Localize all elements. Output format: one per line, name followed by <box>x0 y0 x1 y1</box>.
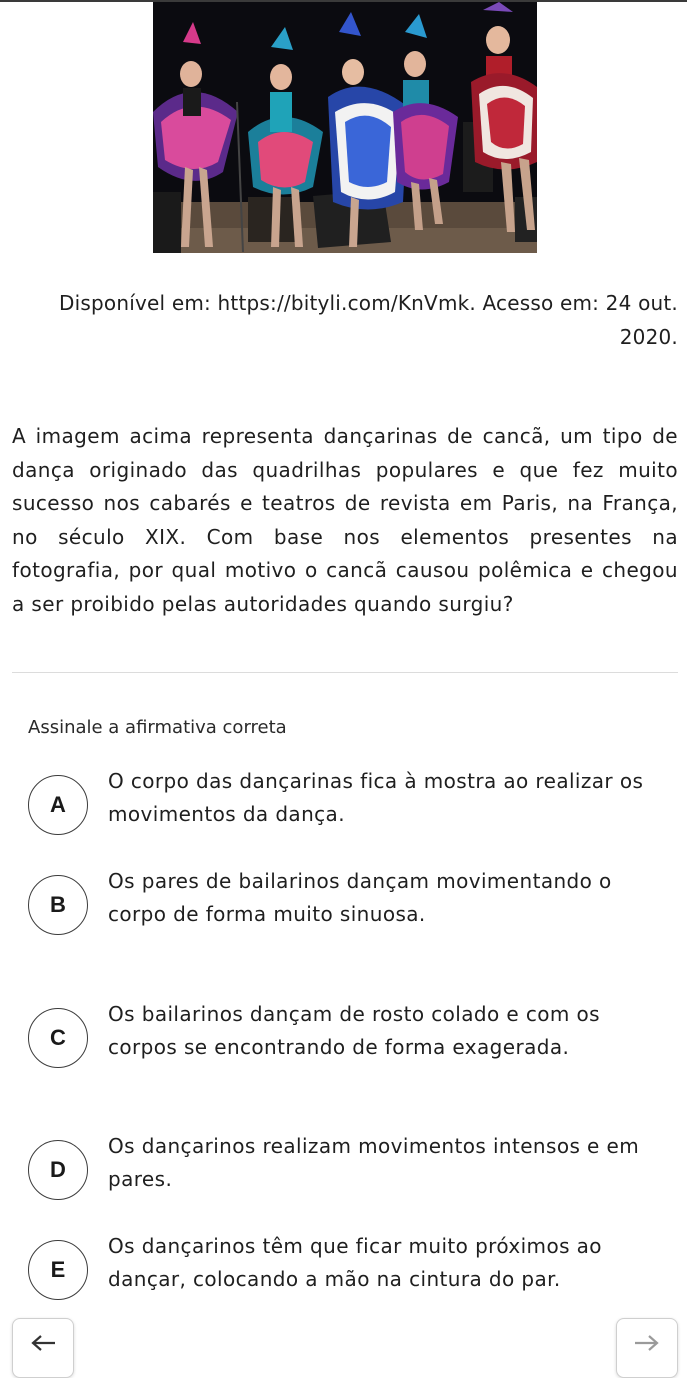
question-text: A imagem acima representa dançarinas de cancã, um tipo de dança originado das quadrilhas populares e que fez muito sucesso nos cabarés e teatros de revista em Paris, na França, no século XIX. Com base nos elementos presentes na fotografia, por qual motivo o cancã causou polêmica e chegou a ser proibido pelas autoridades quando surgiu? <box>12 424 678 616</box>
option-text[interactable]: Os dançarinos têm que ficar muito próximos ao dançar, colocando a mão na cintura do par. <box>108 1234 602 1292</box>
instruction-label: Assinale a afirmativa correta <box>28 717 287 738</box>
option-text[interactable]: O corpo das dançarinas fica à mostra ao realizar os movimentos da dança. <box>108 769 644 827</box>
option-text[interactable]: Os pares de bailarinos dançam movimentando o corpo de forma muito sinuosa. <box>108 869 612 927</box>
next-button[interactable] <box>616 1318 678 1378</box>
arrow-left-icon <box>29 1333 57 1377</box>
option-letter-badge[interactable]: C <box>28 1008 88 1068</box>
option-letter-badge[interactable]: B <box>28 875 88 935</box>
option-letter-badge[interactable]: E <box>28 1240 88 1300</box>
option-text[interactable]: Os bailarinos dançam de rosto colado e com os corpos se encontrando de forma exagerada. <box>108 1002 600 1060</box>
arrow-right-icon <box>633 1333 661 1377</box>
cancan-dancers-photo <box>153 2 537 253</box>
previous-button[interactable] <box>12 1318 74 1378</box>
image-source-caption: Disponível em: https://bityli.com/KnVmk. Acesso em: 24 out. 2020. <box>59 291 678 349</box>
option-text[interactable]: Os dançarinos realizam movimentos intensos e em pares. <box>108 1134 640 1192</box>
option-letter-badge[interactable]: D <box>28 1140 88 1200</box>
option-letter-badge[interactable]: A <box>28 775 88 835</box>
divider <box>12 672 678 673</box>
